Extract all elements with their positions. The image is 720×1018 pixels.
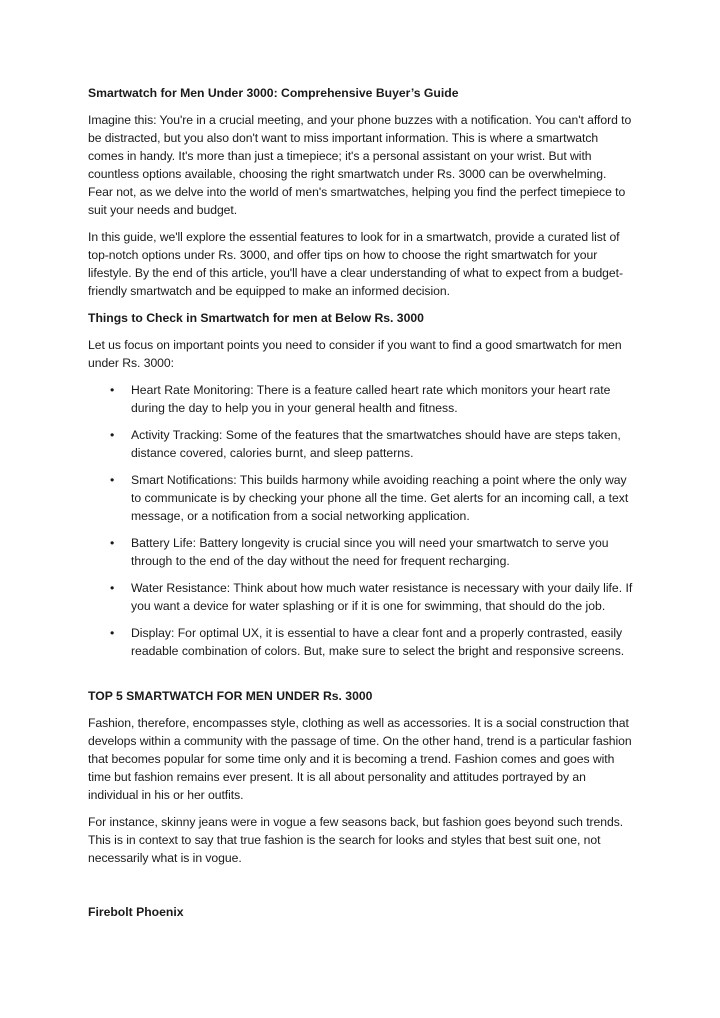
list-item	[88, 471, 634, 525]
bullet-icon: •	[110, 581, 115, 595]
list-item-text: Activity Tracking: Some of the features that the smartwatches should have are steps taken, distance covered, calories burnt, and sleep patterns.	[131, 428, 621, 460]
top5-paragraph-1: Fashion, therefore, encompasses style, clothing as well as accessories. It is a social construction that develops within a community with the passage of time. On the other hand, trend is a particular fashion that becomes popular for some time only and it is becoming a trend. Fashion comes and goes with time but fashion remains ever present. It is all about personality and attitudes portrayed by an individual in his or her outfits.	[88, 716, 632, 802]
section-heading-things-to-check: Things to Check in Smartwatch for men at Below Rs. 3000	[88, 311, 424, 325]
section-lead-paragraph: Let us focus on important points you need to consider if you want to find a good smartwatch for men under Rs. 3000:	[88, 338, 622, 370]
section-heading-top-5: TOP 5 SMARTWATCH FOR MEN UNDER Rs. 3000	[88, 689, 373, 703]
list-item	[88, 381, 634, 417]
list-item-text: Battery Life: Battery longevity is crucial since you will need your smartwatch to serve you through to the end of the day without the need for frequent recharging.	[131, 536, 609, 568]
bullet-icon: •	[110, 383, 115, 397]
list-item	[88, 534, 634, 570]
section-spacer	[88, 669, 634, 687]
section-heading-firebolt-phoenix: Firebolt Phoenix	[88, 905, 184, 919]
list-item-text: Smart Notifications: This builds harmony while avoiding reaching a point where the only way to communicate is by checking your phone all the time. Get alerts for an incoming call, a text message, or a notification from a social networking application.	[131, 473, 629, 523]
list-item-text: Water Resistance: Think about how much water resistance is necessary with your daily life. If you want a device for water splashing or if it is one for swimming, that should do the job.	[131, 581, 633, 613]
bullet-icon: •	[110, 473, 115, 487]
document-title: Smartwatch for Men Under 3000: Comprehensive Buyer’s Guide	[88, 86, 459, 100]
top5-paragraph-2: For instance, skinny jeans were in vogue a few seasons back, but fashion goes beyond such trends. This is in context to say that true fashion is the search for looks and styles that best suit one, not necessarily what is in vogue.	[88, 815, 624, 865]
list-item	[88, 426, 634, 462]
feature-bullet-list	[88, 381, 634, 660]
section-spacer	[88, 876, 634, 903]
list-item-text: Display: For optimal UX, it is essential to have a clear font and a properly contrasted, easily readable combination of colors. But, make sure to select the bright and responsive screens.	[131, 626, 625, 658]
list-item	[88, 579, 634, 615]
intro-paragraph-1: Imagine this: You're in a crucial meeting, and your phone buzzes with a notification. You can't afford to be distracted, but you also don't want to miss important information. This is where a smartwatch comes in handy. It's more than just a timepiece; it's a personal assistant on your wrist. But with countless options available, choosing the right smartwatch under Rs. 3000 can be overwhelming. Fear not, as we delve into the world of men's smartwatches, helping you find the perfect timepiece to suit your needs and budget.	[88, 113, 632, 217]
bullet-icon: •	[110, 536, 115, 550]
bullet-icon: •	[110, 428, 115, 442]
list-item	[88, 624, 634, 660]
intro-paragraph-2: In this guide, we'll explore the essential features to look for in a smartwatch, provide a curated list of top-notch options under Rs. 3000, and offer tips on how to choose the right smartwatch for your lifestyle. By the end of this article, you'll have a clear understanding of what to expect from a budget-friendly smartwatch and be equipped to make an informed decision.	[88, 230, 623, 298]
list-item-text: Heart Rate Monitoring: There is a feature called heart rate which monitors your heart rate during the day to help you in your general health and fitness.	[131, 383, 611, 415]
bullet-icon: •	[110, 626, 115, 640]
